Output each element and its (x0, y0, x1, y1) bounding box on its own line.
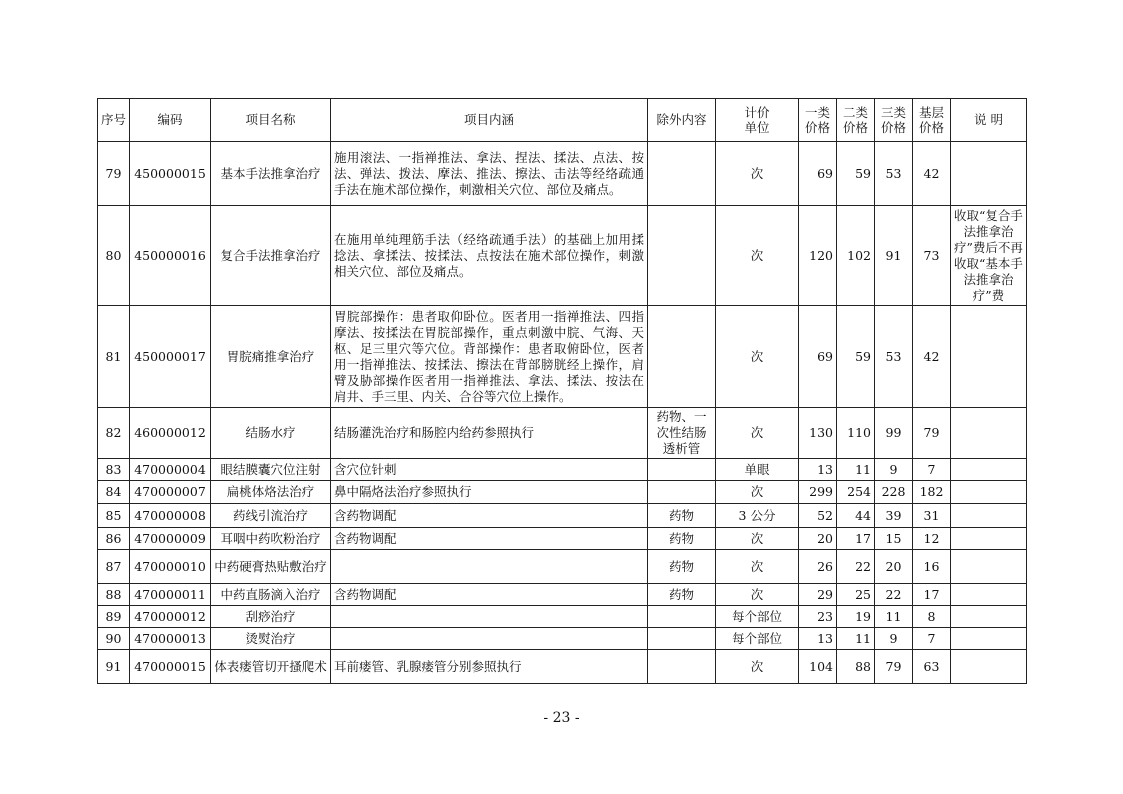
row-name: 中药硬膏热贴敷治疗 (211, 550, 331, 584)
row-unit: 次 (716, 206, 799, 306)
table-row (98, 584, 1027, 606)
header-unit: 计价 单位 (716, 99, 799, 142)
row-note: 收取“复合手法推拿治疗”费后不再收取“基本手法推拿治疗”费 (951, 206, 1027, 306)
row-price-class2: 102 (837, 206, 875, 306)
header-content: 项目内涵 (331, 99, 648, 142)
row-price-basic: 182 (913, 481, 951, 504)
row-price-class1: 23 (799, 606, 837, 628)
row-note (951, 459, 1027, 481)
row-unit: 次 (716, 528, 799, 550)
row-note (951, 408, 1027, 459)
row-exclude (648, 650, 716, 684)
table-row (98, 504, 1027, 528)
row-unit: 次 (716, 650, 799, 684)
row-price-basic: 63 (913, 650, 951, 684)
row-seq: 88 (98, 584, 130, 606)
row-price-class2: 17 (837, 528, 875, 550)
row-name: 眼结膜囊穴位注射 (211, 459, 331, 481)
row-price-class1: 13 (799, 459, 837, 481)
table-row (98, 459, 1027, 481)
row-price-basic: 17 (913, 584, 951, 606)
row-seq: 85 (98, 504, 130, 528)
row-price-class1: 104 (799, 650, 837, 684)
row-seq: 86 (98, 528, 130, 550)
header-exclude: 除外内容 (648, 99, 716, 142)
row-price-class1: 26 (799, 550, 837, 584)
row-unit: 次 (716, 550, 799, 584)
row-exclude (648, 142, 716, 206)
row-price-class2: 59 (837, 142, 875, 206)
row-exclude: 药物 (648, 504, 716, 528)
row-content: 含药物调配 (331, 584, 648, 606)
table-row (98, 528, 1027, 550)
row-price-class3: 39 (875, 504, 913, 528)
row-code: 470000004 (130, 459, 211, 481)
row-price-basic: 73 (913, 206, 951, 306)
row-unit: 每个部位 (716, 606, 799, 628)
table-row (98, 550, 1027, 584)
header-price-basic: 基层 价格 (913, 99, 951, 142)
row-note (951, 628, 1027, 650)
row-unit: 次 (716, 306, 799, 408)
row-price-basic: 79 (913, 408, 951, 459)
row-price-basic: 12 (913, 528, 951, 550)
row-code: 470000011 (130, 584, 211, 606)
row-name: 结肠水疗 (211, 408, 331, 459)
row-price-class1: 52 (799, 504, 837, 528)
table-row (98, 408, 1027, 459)
row-price-class3: 53 (875, 306, 913, 408)
header-price-class2: 二类 价格 (837, 99, 875, 142)
row-name: 中药直肠滴入治疗 (211, 584, 331, 606)
row-price-class2: 44 (837, 504, 875, 528)
row-price-class2: 19 (837, 606, 875, 628)
row-price-class1: 69 (799, 142, 837, 206)
row-content: 结肠灌洗治疗和肠腔内给药参照执行 (331, 408, 648, 459)
row-seq: 90 (98, 628, 130, 650)
row-price-class3: 99 (875, 408, 913, 459)
row-price-basic: 7 (913, 459, 951, 481)
row-price-class1: 299 (799, 481, 837, 504)
row-price-class2: 11 (837, 628, 875, 650)
row-price-class3: 9 (875, 459, 913, 481)
row-note (951, 504, 1027, 528)
header-name: 项目名称 (211, 99, 331, 142)
row-content: 含穴位针刺 (331, 459, 648, 481)
row-unit: 每个部位 (716, 628, 799, 650)
row-note (951, 550, 1027, 584)
row-unit: 3 公分 (716, 504, 799, 528)
row-name: 胃脘痛推拿治疗 (211, 306, 331, 408)
row-price-class3: 11 (875, 606, 913, 628)
row-exclude (648, 206, 716, 306)
table-body (98, 142, 1027, 684)
row-exclude: 药物 (648, 550, 716, 584)
row-price-class3: 20 (875, 550, 913, 584)
row-name: 复合手法推拿治疗 (211, 206, 331, 306)
row-exclude: 药物、一次性结肠透析管 (648, 408, 716, 459)
row-price-class1: 69 (799, 306, 837, 408)
row-content: 耳前瘘管、乳腺瘘管分别参照执行 (331, 650, 648, 684)
row-exclude: 药物 (648, 584, 716, 606)
row-unit: 单眼 (716, 459, 799, 481)
row-note (951, 528, 1027, 550)
row-price-class2: 11 (837, 459, 875, 481)
table-row (98, 306, 1027, 408)
row-code: 470000013 (130, 628, 211, 650)
row-name: 刮痧治疗 (211, 606, 331, 628)
row-name: 扁桃体烙法治疗 (211, 481, 331, 504)
row-price-class1: 120 (799, 206, 837, 306)
row-unit: 次 (716, 142, 799, 206)
row-price-class2: 254 (837, 481, 875, 504)
header-price-class1: 一类 价格 (799, 99, 837, 142)
row-unit: 次 (716, 481, 799, 504)
row-price-class3: 9 (875, 628, 913, 650)
table-row (98, 650, 1027, 684)
row-exclude (648, 606, 716, 628)
table-row (98, 206, 1027, 306)
row-code: 450000016 (130, 206, 211, 306)
row-content: 胃脘部操作：患者取仰卧位。医者用一指禅推法、四指摩法、按揉法在胃脘部操作，重点刺激中脘、气海、天枢、足三里穴等穴位。背部操作：患者取俯卧位，医者用一指禅推法、按揉法、擦法在背部膀胱经上操作，肩臂及胁部操作医者用一指禅推法、拿法、揉法、按法在肩井、手三里、内关、合谷等穴位上操作。 (331, 306, 648, 408)
row-unit: 次 (716, 408, 799, 459)
header-code: 编码 (130, 99, 211, 142)
row-exclude: 药物 (648, 528, 716, 550)
table-header-row (98, 99, 1027, 142)
row-price-basic: 42 (913, 142, 951, 206)
row-unit: 次 (716, 584, 799, 606)
table-row (98, 481, 1027, 504)
header-note: 说 明 (951, 99, 1027, 142)
row-name: 体表瘘管切开搔爬术 (211, 650, 331, 684)
row-price-class2: 22 (837, 550, 875, 584)
row-name: 基本手法推拿治疗 (211, 142, 331, 206)
row-price-class3: 22 (875, 584, 913, 606)
row-price-class2: 25 (837, 584, 875, 606)
row-code: 470000010 (130, 550, 211, 584)
row-code: 450000017 (130, 306, 211, 408)
row-exclude (648, 481, 716, 504)
row-price-class1: 13 (799, 628, 837, 650)
row-note (951, 584, 1027, 606)
row-content: 含药物调配 (331, 528, 648, 550)
row-seq: 84 (98, 481, 130, 504)
row-seq: 82 (98, 408, 130, 459)
table-row (98, 628, 1027, 650)
row-content (331, 628, 648, 650)
row-content (331, 550, 648, 584)
row-note (951, 481, 1027, 504)
table-row (98, 142, 1027, 206)
row-price-class1: 29 (799, 584, 837, 606)
header-seq: 序号 (98, 99, 130, 142)
row-price-class3: 15 (875, 528, 913, 550)
table-row (98, 606, 1027, 628)
header-price-class3: 三类 价格 (875, 99, 913, 142)
row-content: 在施用单纯理筋手法（经络疏通手法）的基础上加用揉捻法、拿揉法、按揉法、点按法在施术部位操作，刺激相关穴位、部位及痛点。 (331, 206, 648, 306)
row-content: 含药物调配 (331, 504, 648, 528)
row-code: 470000008 (130, 504, 211, 528)
row-seq: 80 (98, 206, 130, 306)
row-price-class1: 130 (799, 408, 837, 459)
row-seq: 81 (98, 306, 130, 408)
row-code: 470000007 (130, 481, 211, 504)
row-note (951, 142, 1027, 206)
row-seq: 91 (98, 650, 130, 684)
row-seq: 79 (98, 142, 130, 206)
row-code: 470000015 (130, 650, 211, 684)
row-note (951, 606, 1027, 628)
row-price-class3: 79 (875, 650, 913, 684)
page-number: - 23 - (543, 710, 580, 726)
row-note (951, 650, 1027, 684)
row-exclude (648, 306, 716, 408)
price-table (97, 98, 1027, 684)
row-price-basic: 42 (913, 306, 951, 408)
row-price-class3: 53 (875, 142, 913, 206)
row-code: 460000012 (130, 408, 211, 459)
row-content: 施用滚法、一指禅推法、拿法、捏法、揉法、点法、按法、弹法、拨法、摩法、推法、擦法、击法等经络疏通手法在施术部位操作，刺激相关穴位、部位及痛点。 (331, 142, 648, 206)
row-price-class3: 228 (875, 481, 913, 504)
row-name: 药线引流治疗 (211, 504, 331, 528)
row-price-class2: 110 (837, 408, 875, 459)
row-content (331, 606, 648, 628)
row-exclude (648, 628, 716, 650)
row-price-basic: 7 (913, 628, 951, 650)
row-name: 烫熨治疗 (211, 628, 331, 650)
row-code: 470000012 (130, 606, 211, 628)
row-code: 470000009 (130, 528, 211, 550)
row-name: 耳咽中药吹粉治疗 (211, 528, 331, 550)
row-price-class2: 59 (837, 306, 875, 408)
row-price-basic: 8 (913, 606, 951, 628)
row-price-basic: 31 (913, 504, 951, 528)
row-seq: 83 (98, 459, 130, 481)
row-note (951, 306, 1027, 408)
row-price-class2: 88 (837, 650, 875, 684)
row-exclude (648, 459, 716, 481)
row-price-basic: 16 (913, 550, 951, 584)
row-price-class3: 91 (875, 206, 913, 306)
row-seq: 87 (98, 550, 130, 584)
row-seq: 89 (98, 606, 130, 628)
row-content: 鼻中隔烙法治疗参照执行 (331, 481, 648, 504)
row-code: 450000015 (130, 142, 211, 206)
row-price-class1: 20 (799, 528, 837, 550)
